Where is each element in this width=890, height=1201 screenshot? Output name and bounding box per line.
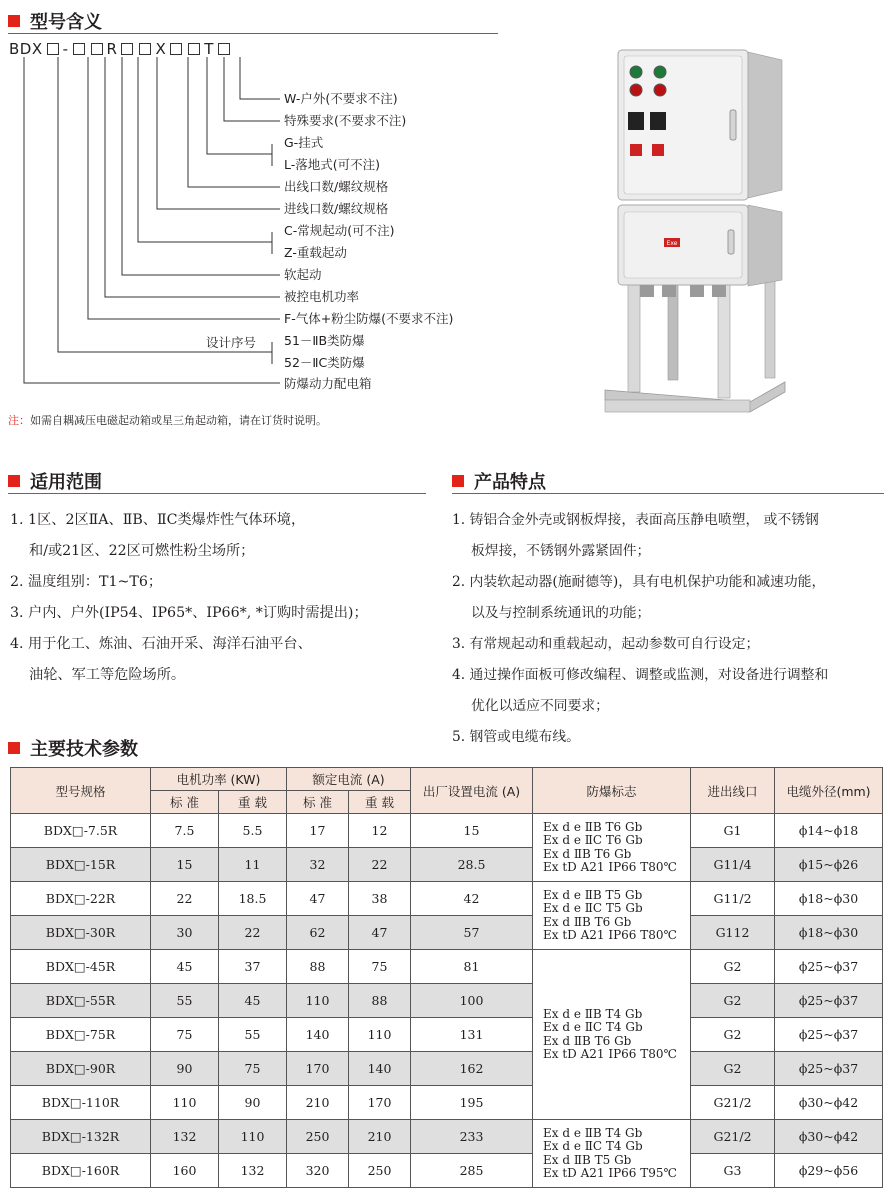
table-row bbox=[11, 814, 883, 848]
feature-item-4-cont: 优化以适应不同要求； bbox=[471, 698, 609, 714]
marking-cell bbox=[533, 882, 691, 950]
marking-cell bbox=[533, 950, 691, 1120]
scope-list bbox=[10, 505, 368, 691]
cell-c-heavy: 140 bbox=[349, 1052, 411, 1086]
marking-line: Ex d e ⅡB T4 Gb bbox=[543, 1125, 643, 1140]
th-cable: 电缆外径(mm) bbox=[775, 768, 883, 814]
cell-model: BDX□-132R bbox=[11, 1120, 151, 1154]
marking-line: Ex tD A21 IP66 T80℃ bbox=[543, 928, 677, 942]
cell-model: BDX□-22R bbox=[11, 882, 151, 916]
cell-factory: 57 bbox=[411, 916, 533, 950]
note-text: 如需自耦减压电磁起动箱或星三角起动箱，请在订货时说明。 bbox=[30, 414, 327, 427]
cell-c-heavy: 250 bbox=[349, 1154, 411, 1188]
marking-line: Ex tD A21 IP66 T80℃ bbox=[543, 860, 677, 874]
table-row bbox=[11, 1154, 883, 1188]
title-divider bbox=[8, 493, 426, 494]
th-power-heavy: 重 载 bbox=[219, 791, 287, 814]
table-row bbox=[11, 882, 883, 916]
spec-table bbox=[10, 767, 883, 1188]
cell-c-std: 62 bbox=[287, 916, 349, 950]
square-bullet-icon bbox=[8, 742, 20, 754]
cell-p-std: 110 bbox=[151, 1086, 219, 1120]
cell-factory: 162 bbox=[411, 1052, 533, 1086]
table-row bbox=[11, 1086, 883, 1120]
code-t: T bbox=[204, 40, 214, 58]
table-row bbox=[11, 950, 883, 984]
exe-label: Exe bbox=[666, 240, 678, 247]
cell-cable: ϕ25~ϕ37 bbox=[775, 950, 883, 984]
cell-p-std: 55 bbox=[151, 984, 219, 1018]
cell-model: BDX□-45R bbox=[11, 950, 151, 984]
cell-port: G112 bbox=[691, 916, 775, 950]
cell-p-heavy: 18.5 bbox=[219, 882, 287, 916]
marking-line: Ex d e ⅡC T4 Gb bbox=[543, 1139, 643, 1153]
section-title-features: 产品特点 bbox=[452, 468, 546, 494]
cell-c-heavy: 110 bbox=[349, 1018, 411, 1052]
label-design-number: 设计序号 bbox=[206, 335, 257, 350]
cell-c-std: 17 bbox=[287, 814, 349, 848]
th-power: 电机功率 (KW) bbox=[151, 768, 287, 791]
cell-cable: ϕ25~ϕ37 bbox=[775, 984, 883, 1018]
cell-model: BDX□-160R bbox=[11, 1154, 151, 1188]
product-cabinet-image bbox=[600, 40, 788, 430]
label-motor-power: 被控电机功率 bbox=[284, 289, 360, 304]
cell-p-std: 132 bbox=[151, 1120, 219, 1154]
label-outdoor: W-户外(不要求不注) bbox=[284, 91, 398, 106]
cell-c-heavy: 12 bbox=[349, 814, 411, 848]
cell-factory: 15 bbox=[411, 814, 533, 848]
cell-c-heavy: 88 bbox=[349, 984, 411, 1018]
cell-port: G21/2 bbox=[691, 1086, 775, 1120]
cell-p-heavy: 55 bbox=[219, 1018, 287, 1052]
cell-p-std: 45 bbox=[151, 950, 219, 984]
th-model: 型号规格 bbox=[11, 768, 151, 814]
feature-item-2-cont: 以及与控制系统通讯的功能； bbox=[471, 605, 651, 621]
cell-c-heavy: 75 bbox=[349, 950, 411, 984]
cell-port: G2 bbox=[691, 950, 775, 984]
cell-cable: ϕ14~ϕ18 bbox=[775, 814, 883, 848]
marking-line: Ex d ⅡB T6 Gb bbox=[543, 1033, 632, 1048]
cell-p-std: 7.5 bbox=[151, 814, 219, 848]
cell-p-std: 90 bbox=[151, 1052, 219, 1086]
feature-item-4: 4. 通过操作面板可修改编程、调整或监测，对设备进行调整和 bbox=[452, 667, 829, 683]
cell-p-heavy: 37 bbox=[219, 950, 287, 984]
marking-line: Ex d e ⅡB T4 Gb bbox=[543, 1006, 643, 1021]
order-note bbox=[8, 412, 327, 428]
label-floor-stand: L-落地式(可不注) bbox=[284, 157, 381, 172]
cell-factory: 28.5 bbox=[411, 848, 533, 882]
marking-line: Ex d e ⅡC T5 Gb bbox=[543, 901, 643, 915]
scope-item-1: 1. 1区、2区ⅡA、ⅡB、ⅡC类爆炸性气体环境， bbox=[10, 512, 306, 528]
th-marking: 防爆标志 bbox=[533, 768, 691, 814]
th-factory: 出厂设置电流 (A) bbox=[411, 768, 533, 814]
cell-cable: ϕ30~ϕ42 bbox=[775, 1086, 883, 1120]
cell-p-std: 15 bbox=[151, 848, 219, 882]
cell-port: G2 bbox=[691, 1018, 775, 1052]
cell-c-std: 250 bbox=[287, 1120, 349, 1154]
cell-c-heavy: 22 bbox=[349, 848, 411, 882]
marking-line: Ex d e ⅡC T6 Gb bbox=[543, 833, 643, 847]
square-bullet-icon bbox=[8, 475, 20, 487]
code-prefix: BDX bbox=[9, 40, 43, 58]
label-gas-dust: F-气体+粉尘防爆(不要求不注) bbox=[284, 311, 454, 326]
cell-model: BDX□-110R bbox=[11, 1086, 151, 1120]
cell-p-std: 22 bbox=[151, 882, 219, 916]
cell-p-std: 30 bbox=[151, 916, 219, 950]
label-heavy-start: Z-重载起动 bbox=[284, 245, 347, 260]
th-port: 进出线口 bbox=[691, 768, 775, 814]
marking-line: Ex tD A21 IP66 T80℃ bbox=[543, 1047, 677, 1061]
cell-c-std: 110 bbox=[287, 984, 349, 1018]
label-special: 特殊要求(不要求不注) bbox=[284, 113, 407, 128]
feature-item-1: 1. 铸铝合金外壳或钢板焊接，表面高压静电喷塑， 或不锈钢 bbox=[452, 512, 819, 528]
label-inlet: 进线口数/螺纹规格 bbox=[284, 201, 389, 216]
table-row bbox=[11, 1018, 883, 1052]
cell-c-std: 210 bbox=[287, 1086, 349, 1120]
code-x: X bbox=[155, 40, 167, 58]
cell-p-std: 160 bbox=[151, 1154, 219, 1188]
cell-p-heavy: 11 bbox=[219, 848, 287, 882]
cell-factory: 42 bbox=[411, 882, 533, 916]
cell-p-std: 75 bbox=[151, 1018, 219, 1052]
cell-cable: ϕ30~ϕ42 bbox=[775, 1120, 883, 1154]
scope-item-4-cont: 油轮、军工等危险场所。 bbox=[29, 667, 186, 683]
feature-item-3: 3. 有常规起动和重载起动，起动参数可自行设定； bbox=[452, 636, 760, 652]
cell-model: BDX□-30R bbox=[11, 916, 151, 950]
cell-c-heavy: 210 bbox=[349, 1120, 411, 1154]
cell-port: G2 bbox=[691, 1052, 775, 1086]
label-51: 51－ⅡB类防爆 bbox=[284, 333, 365, 348]
feature-item-1-cont: 板焊接，不锈钢外露紧固件； bbox=[471, 543, 651, 559]
th-current-std: 标 准 bbox=[287, 791, 349, 814]
scope-item-2: 2. 温度组别：T1~T6； bbox=[10, 574, 163, 590]
cell-factory: 195 bbox=[411, 1086, 533, 1120]
cell-port: G11/4 bbox=[691, 848, 775, 882]
marking-line: Ex d e ⅡB T5 Gb bbox=[543, 887, 643, 902]
scope-item-4: 4. 用于化工、炼油、石油开采、海洋石油平台、 bbox=[10, 636, 312, 652]
label-product-name: 防爆动力配电箱 bbox=[284, 376, 372, 391]
section-title-scope: 适用范围 bbox=[8, 468, 102, 494]
marking-line: Ex d ⅡB T5 Gb bbox=[543, 1152, 632, 1167]
cell-c-heavy: 47 bbox=[349, 916, 411, 950]
square-bullet-icon bbox=[452, 475, 464, 487]
cell-c-std: 140 bbox=[287, 1018, 349, 1052]
code-r: R bbox=[106, 40, 118, 58]
cell-c-std: 32 bbox=[287, 848, 349, 882]
feature-item-2: 2. 内装软起动器(施耐德等)，具有电机保护功能和减速功能， bbox=[452, 574, 826, 590]
marking-line: Ex d e ⅡB T6 Gb bbox=[543, 819, 643, 834]
cell-p-heavy: 5.5 bbox=[219, 814, 287, 848]
label-52: 52－ⅡC类防爆 bbox=[284, 355, 365, 370]
table-row bbox=[11, 984, 883, 1018]
cell-port: G11/2 bbox=[691, 882, 775, 916]
scope-item-3: 3. 户内、户外(IP54、IP65*、IP66*, *订购时需提出)； bbox=[10, 605, 368, 621]
marking-cell bbox=[533, 1120, 691, 1188]
label-wall-mount: G-挂式 bbox=[284, 135, 324, 150]
cell-model: BDX□-75R bbox=[11, 1018, 151, 1052]
cell-p-heavy: 132 bbox=[219, 1154, 287, 1188]
cell-cable: ϕ29~ϕ56 bbox=[775, 1154, 883, 1188]
title-divider bbox=[452, 493, 884, 494]
th-power-std: 标 准 bbox=[151, 791, 219, 814]
cell-factory: 285 bbox=[411, 1154, 533, 1188]
cell-model: BDX□-55R bbox=[11, 984, 151, 1018]
cell-factory: 233 bbox=[411, 1120, 533, 1154]
label-normal-start: C-常规起动(可不注) bbox=[284, 223, 395, 238]
cell-factory: 81 bbox=[411, 950, 533, 984]
cell-factory: 100 bbox=[411, 984, 533, 1018]
feature-item-5: 5. 钢管或电缆布线。 bbox=[452, 729, 580, 745]
cell-c-std: 88 bbox=[287, 950, 349, 984]
cell-cable: ϕ25~ϕ37 bbox=[775, 1018, 883, 1052]
cell-cable: ϕ15~ϕ26 bbox=[775, 848, 883, 882]
cell-p-heavy: 45 bbox=[219, 984, 287, 1018]
cell-p-heavy: 22 bbox=[219, 916, 287, 950]
cell-c-heavy: 170 bbox=[349, 1086, 411, 1120]
section-title-spec: 主要技术参数 bbox=[8, 735, 138, 761]
marking-line: Ex d ⅡB T6 Gb bbox=[543, 846, 632, 861]
table-row bbox=[11, 916, 883, 950]
code-dash: - bbox=[62, 40, 69, 58]
marking-line: Ex tD A21 IP66 T95℃ bbox=[543, 1166, 677, 1180]
marking-cell bbox=[533, 814, 691, 882]
cell-cable: ϕ18~ϕ30 bbox=[775, 882, 883, 916]
features-list bbox=[452, 505, 828, 753]
cell-p-heavy: 75 bbox=[219, 1052, 287, 1086]
cell-factory: 131 bbox=[411, 1018, 533, 1052]
cell-model: BDX□-15R bbox=[11, 848, 151, 882]
table-row bbox=[11, 848, 883, 882]
label-soft-start: 软起动 bbox=[284, 267, 322, 282]
marking-line: Ex d e ⅡC T4 Gb bbox=[543, 1020, 643, 1034]
cell-cable: ϕ18~ϕ30 bbox=[775, 916, 883, 950]
cell-p-heavy: 90 bbox=[219, 1086, 287, 1120]
th-current: 额定电流 (A) bbox=[287, 768, 411, 791]
section-title-model-meaning: 型号含义 bbox=[8, 8, 102, 34]
th-current-heavy: 重 载 bbox=[349, 791, 411, 814]
cell-p-heavy: 110 bbox=[219, 1120, 287, 1154]
table-row bbox=[11, 1052, 883, 1086]
scope-item-1-cont: 和/或21区、22区可燃性粉尘场所； bbox=[29, 543, 255, 559]
cell-c-heavy: 38 bbox=[349, 882, 411, 916]
cell-c-std: 170 bbox=[287, 1052, 349, 1086]
cell-port: G1 bbox=[691, 814, 775, 848]
cell-port: G21/2 bbox=[691, 1120, 775, 1154]
cell-port: G2 bbox=[691, 984, 775, 1018]
cell-cable: ϕ25~ϕ37 bbox=[775, 1052, 883, 1086]
table-row bbox=[11, 1120, 883, 1154]
cell-port: G3 bbox=[691, 1154, 775, 1188]
marking-line: Ex d ⅡB T6 Gb bbox=[543, 914, 632, 929]
note-prefix: 注： bbox=[8, 414, 30, 427]
cell-c-std: 47 bbox=[287, 882, 349, 916]
cell-model: BDX□-7.5R bbox=[11, 814, 151, 848]
cell-c-std: 320 bbox=[287, 1154, 349, 1188]
cell-model: BDX□-90R bbox=[11, 1052, 151, 1086]
label-outlet: 出线口数/螺纹规格 bbox=[284, 179, 389, 194]
